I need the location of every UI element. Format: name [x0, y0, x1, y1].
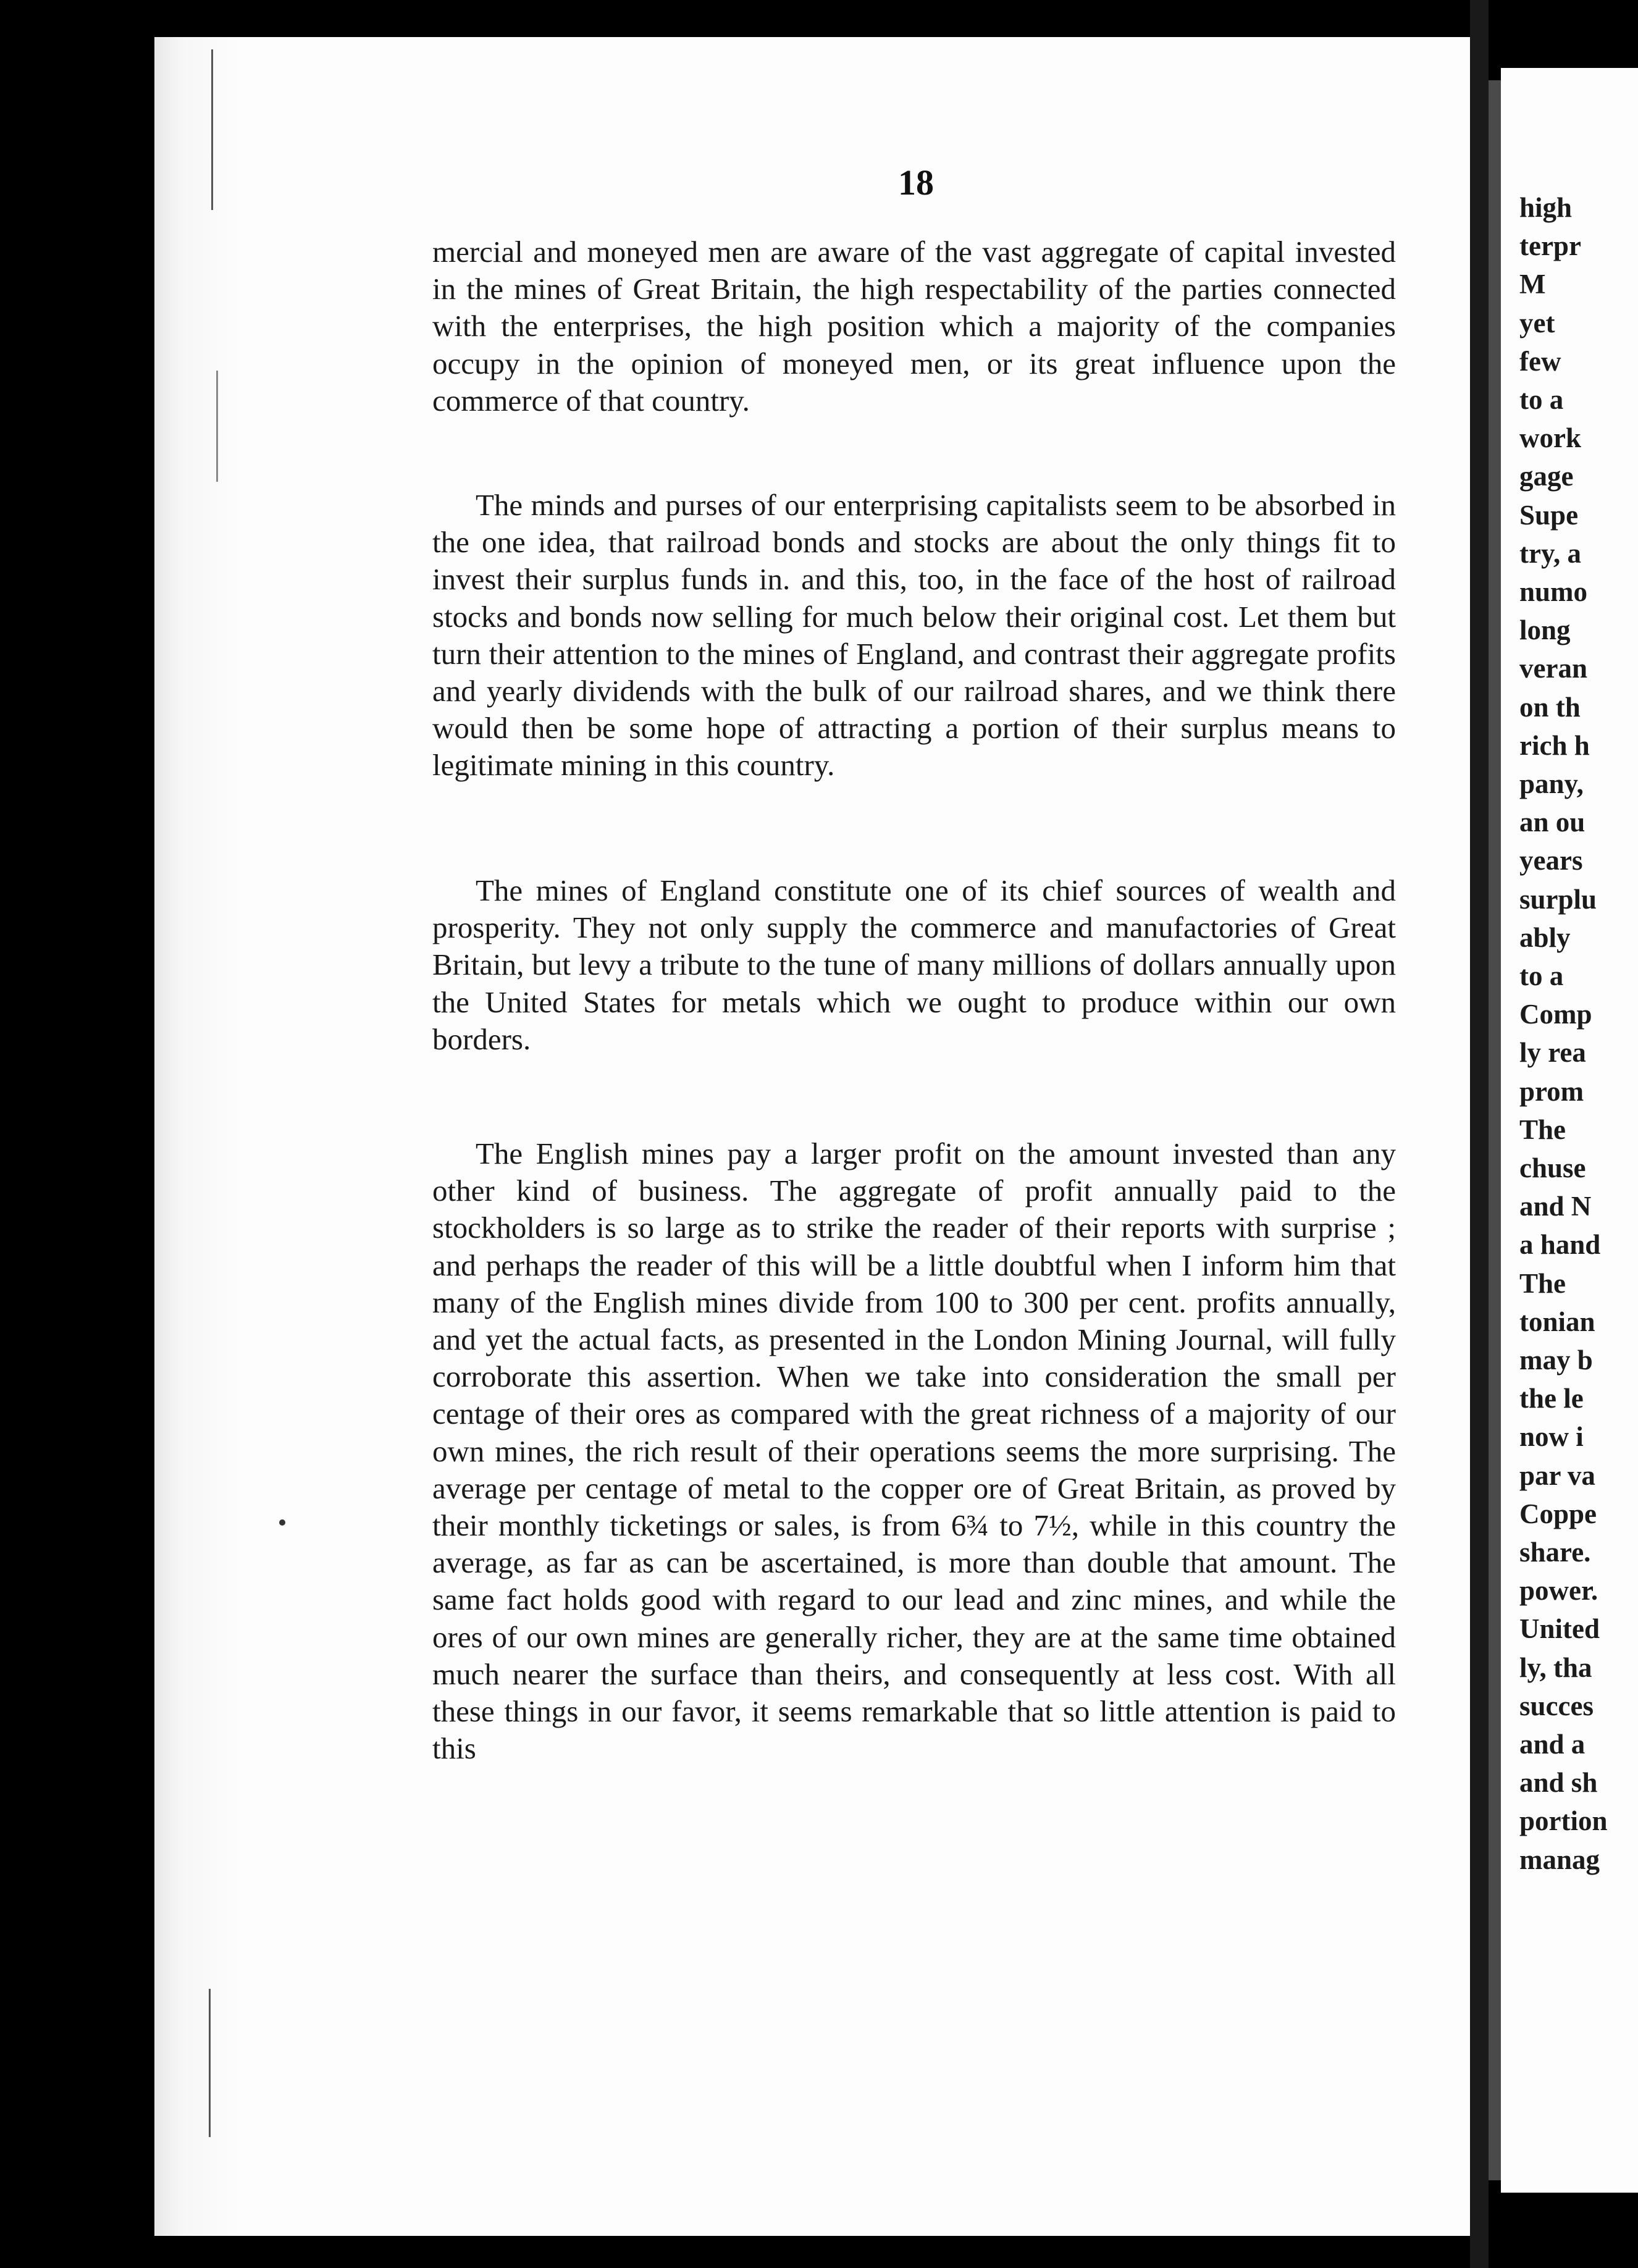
facing-page-line: The — [1519, 1267, 1566, 1299]
facing-page-line: and N — [1519, 1191, 1592, 1222]
facing-page-line: The — [1519, 1114, 1566, 1145]
facing-page-line: Comp — [1519, 999, 1592, 1030]
book-spine — [1470, 0, 1489, 2268]
facing-page-line: try, a — [1519, 537, 1581, 569]
facing-page-line: chuse — [1519, 1153, 1586, 1183]
paragraph-text: mercial and moneyed men are aware of the vast aggregate of capital invested in the mines of Great Britain, the high respectability of the parties connected with the enterprises, the high position which a majority of the companies occupy in the opinion of moneyed men, or its great influence upon the commerce of that country. — [432, 235, 1396, 418]
paragraph — [432, 487, 1396, 784]
paragraph-text: The minds and purses of our enterprising capitalists seem to be absorbed in the one idea, that railroad bonds and stocks are about the only things fit to invest their surplus funds in. and this, too, in the face of the host of railroad stocks and bonds now selling for much below their original cost. Let them but turn their attention to the mines of England, and contrast their aggregate profits and yearly dividends with the bulk of our railroad shares, and we think there would then be some hope of attracting a portion of their surplus means to legitimate mining in this country. — [432, 488, 1396, 783]
facing-page-line: a hand — [1519, 1229, 1601, 1261]
paragraph — [432, 872, 1396, 1058]
facing-page-line: Supe — [1519, 499, 1579, 531]
facing-page-line: rich h — [1519, 729, 1590, 761]
facing-page-line: to a — [1519, 960, 1564, 991]
facing-page-line: few — [1519, 345, 1561, 377]
facing-page-line: numo — [1519, 576, 1588, 607]
paragraph-text: The English mines pay a larger profit on the amount invested than any other kind of business. The aggregate of profit annually paid to the stockholders is so large as to strike the reader of their reports with surprise ; and perhaps the reader of this will be a little doubtful when I inform him that many of the English mines divide from 100 to 300 per cent. profits annually, and yet the actual facts, as presented in the London Mining Journal, will fully corroborate this assertion. When we take into consideration the small per centage of their ores as compared with the great richness of a majority of our own mines, the rich result of their operations seems the more surprising. The average per centage of metal to the copper ore of Great Britain, as proved by their monthly ticketings or sales, is from 6¾ to 7½, while in this country the average, as far as can be ascertained, is more than double that amount. The same fact holds good with regard to our lead and zinc mines, and while the ores of our own mines are generally richer, they are at the same time obtained much nearer the surface than theirs, and consequently at less cost. With all these things in our favor, it seems remarkable that so little attention is paid to this — [432, 1136, 1396, 1766]
facing-page-line: pany, — [1519, 768, 1584, 799]
page-edge-mark — [216, 371, 218, 482]
facing-page-line: long — [1519, 615, 1571, 646]
facing-page-line: ably — [1519, 922, 1571, 953]
facing-page-line: succes — [1519, 1690, 1594, 1721]
facing-page — [1501, 68, 1638, 2193]
facing-page-line: M — [1519, 269, 1546, 300]
facing-page-line: may b — [1519, 1345, 1593, 1376]
facing-page-line: surplu — [1519, 883, 1597, 915]
facing-page-line: tonian — [1519, 1306, 1595, 1337]
facing-page-line: manag — [1519, 1844, 1600, 1875]
facing-page-line: work — [1519, 422, 1581, 454]
facing-page-line: ly rea — [1519, 1037, 1586, 1069]
facing-page-line: years — [1519, 845, 1583, 876]
facing-page-line: share. — [1519, 1537, 1591, 1568]
paragraph — [432, 1135, 1396, 1767]
page-edge — [154, 37, 241, 2236]
facing-page-line: on th — [1519, 691, 1581, 723]
book-gutter — [1489, 80, 1501, 2180]
page-edge-mark — [211, 49, 213, 210]
facing-page-line: the le — [1519, 1383, 1584, 1414]
facing-page-line: United — [1519, 1613, 1600, 1645]
facing-page-line: and a — [1519, 1729, 1586, 1760]
facing-page-line: gage — [1519, 461, 1574, 492]
facing-page-line: portion — [1519, 1805, 1608, 1837]
facing-page-line: now i — [1519, 1421, 1584, 1453]
facing-page-line: power. — [1519, 1575, 1598, 1606]
facing-page-line: high — [1519, 192, 1573, 223]
facing-page-line: terpr — [1519, 230, 1581, 262]
facing-page-line: to a — [1519, 384, 1564, 415]
facing-page-line: Coppe — [1519, 1498, 1597, 1529]
facing-page-line: and sh — [1519, 1767, 1598, 1799]
facing-page-line: prom — [1519, 1075, 1584, 1107]
facing-page-line: par va — [1519, 1460, 1595, 1491]
paragraph-text: The mines of England constitute one of its chief sources of wealth and prosperity. They not only supply the commerce and manufactories of Great Britain, but levy a tribute to the tune of many millions of dollars annually upon the United States for metals which we ought to produce within our own borders. — [432, 873, 1396, 1056]
facing-page-line: an ou — [1519, 807, 1586, 838]
facing-page-line: yet — [1519, 307, 1555, 338]
page-number: 18 — [898, 162, 934, 203]
page-edge-mark — [209, 1989, 211, 2137]
facing-page-line: veran — [1519, 653, 1587, 684]
paragraph — [432, 233, 1396, 419]
scan-speck — [279, 1519, 285, 1526]
facing-page-line: ly, tha — [1519, 1652, 1592, 1683]
